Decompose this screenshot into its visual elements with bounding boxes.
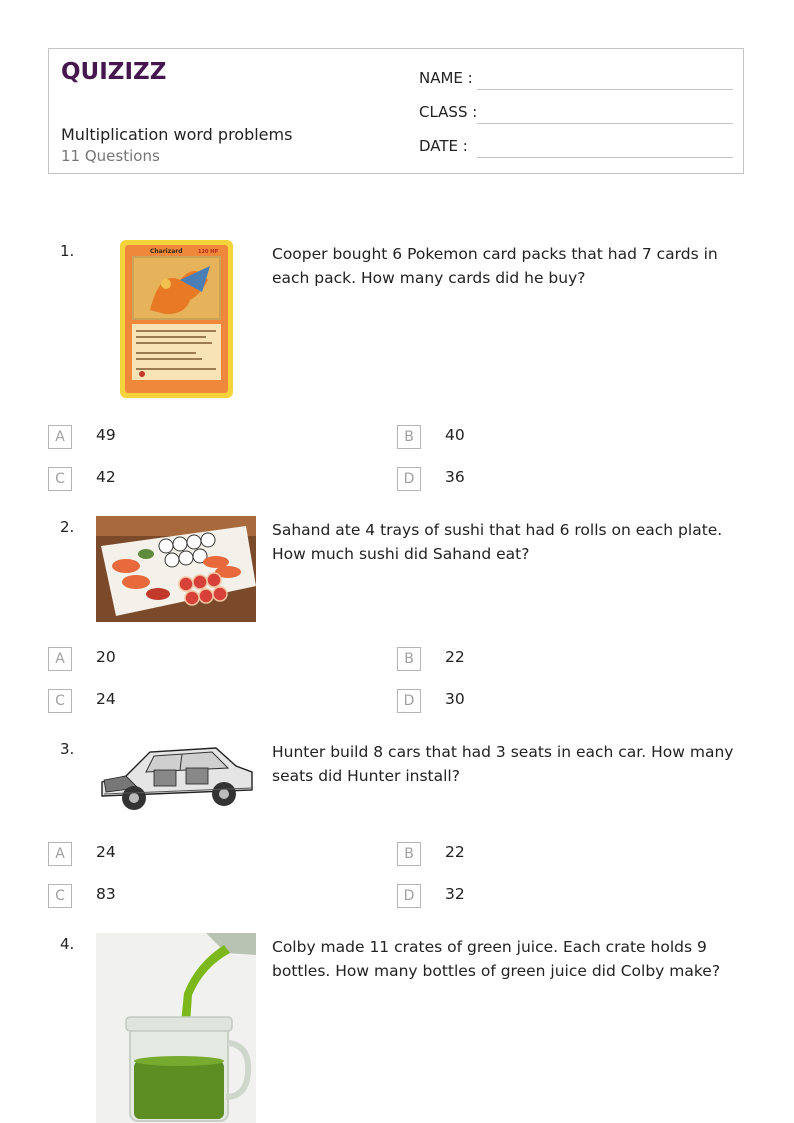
question-number: 4.	[60, 935, 75, 953]
question-text: Cooper bought 6 Pokemon card packs that had 7 cards in each pack. How many cards did he buy?	[272, 245, 718, 287]
option-letter: D	[397, 689, 421, 713]
question-text: Colby made 11 crates of green juice. Each crate holds 9 bottles. How many bottles of green juice did Colby make?	[272, 938, 721, 980]
option-value: 22	[445, 648, 465, 666]
question-text: Sahand ate 4 trays of sushi that had 6 rolls on each plate. How much sushi did Sahand eat?	[272, 521, 723, 563]
quizizz-logo: QUIZIZZ	[61, 59, 167, 85]
option-letter: B	[397, 647, 421, 671]
option-letter: C	[48, 884, 72, 908]
worksheet-title: Multiplication word problems	[61, 125, 293, 144]
option-value: 42	[96, 468, 116, 486]
option-value: 36	[445, 468, 465, 486]
option-value: 20	[96, 648, 116, 666]
option-value: 32	[445, 885, 465, 903]
option-value: 49	[96, 426, 116, 444]
option-value: 24	[96, 843, 116, 861]
option-value: 22	[445, 843, 465, 861]
pokemon-card-image	[120, 240, 233, 398]
card-hp: 120 HP	[198, 249, 219, 255]
class-line[interactable]	[477, 123, 733, 124]
option-letter: A	[48, 647, 72, 671]
option-letter: A	[48, 425, 72, 449]
date-line[interactable]	[477, 157, 733, 158]
option-letter: D	[397, 467, 421, 491]
question-number: 2.	[60, 518, 75, 536]
option-value: 40	[445, 426, 465, 444]
name-line[interactable]	[477, 89, 733, 90]
car-cutaway-image	[96, 736, 256, 820]
option-letter: B	[397, 425, 421, 449]
date-label: DATE :	[419, 137, 468, 155]
option-letter: D	[397, 884, 421, 908]
sushi-platter-image	[96, 516, 256, 622]
worksheet-header	[48, 48, 744, 174]
option-value: 83	[96, 885, 116, 903]
name-label: NAME :	[419, 69, 473, 87]
question-number: 1.	[60, 242, 75, 260]
option-letter: C	[48, 467, 72, 491]
option-letter: A	[48, 842, 72, 866]
question-count: 11 Questions	[61, 147, 160, 165]
green-juice-image	[96, 933, 256, 1123]
card-name: Charizard	[150, 248, 183, 255]
class-label: CLASS :	[419, 103, 478, 121]
option-value: 30	[445, 690, 465, 708]
option-value: 24	[96, 690, 116, 708]
question-number: 3.	[60, 740, 75, 758]
question-text: Hunter build 8 cars that had 3 seats in each car. How many seats did Hunter install?	[272, 743, 734, 785]
option-letter: C	[48, 689, 72, 713]
option-letter: B	[397, 842, 421, 866]
